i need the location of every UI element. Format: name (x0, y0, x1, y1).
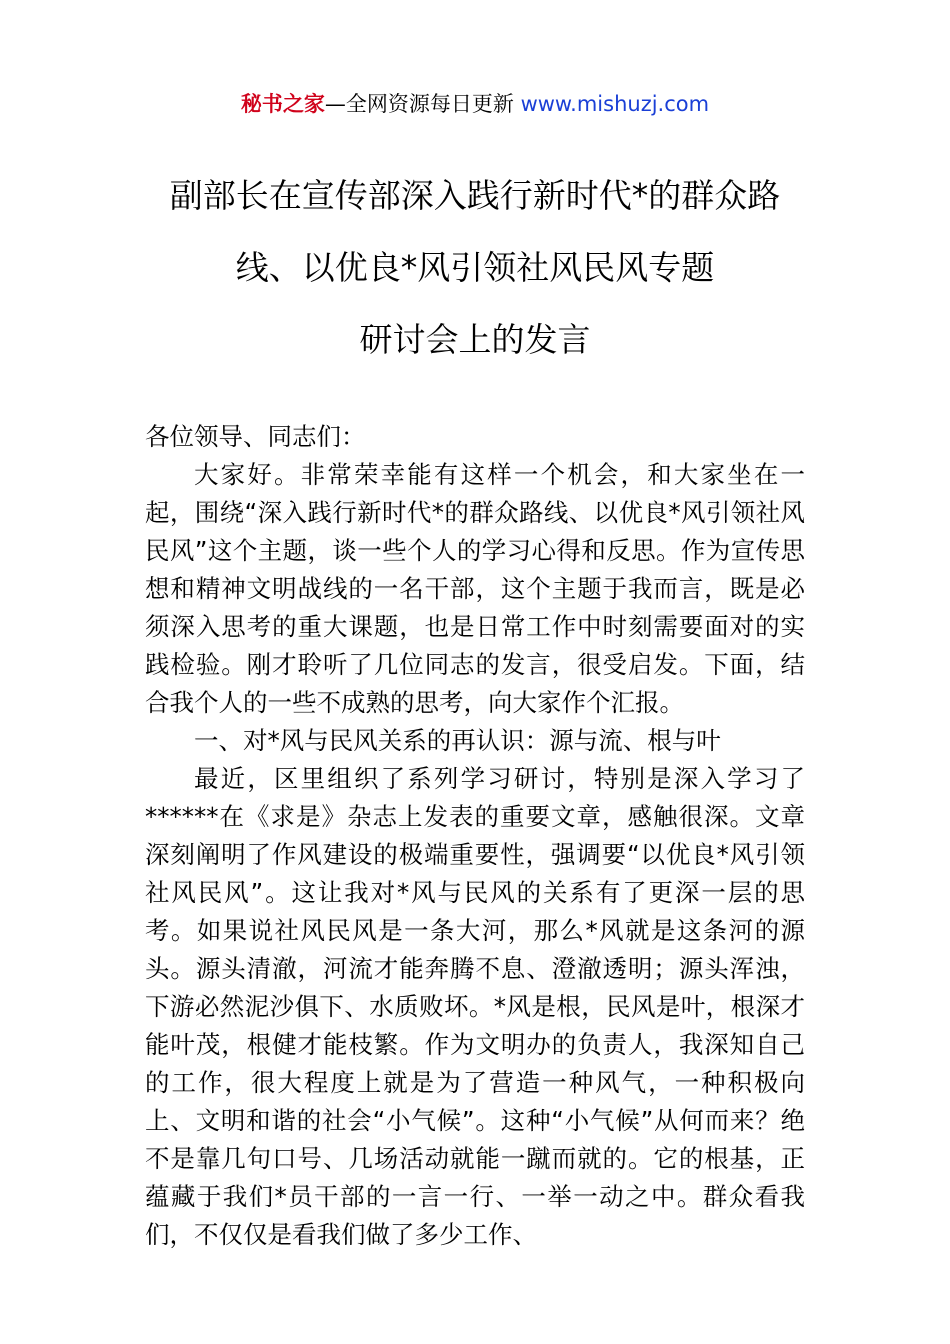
section-heading-1: 一、对*风与民风关系的再认识：源与流、根与叶 (194, 726, 721, 755)
section-1-paragraph: 最近，区里组织了系列学习研讨，特别是深入学习了******在《求是》杂志上发表的重要文章，感触很深。文章深刻阐明了作风建设的极端重要性，强调要“以优良*风引领社风民风”。这让我对*风与民风的关系有了更深一层的思考。如果说社风民风是一条大河，那么*风就是这条河的源头。源头清澈，河流才能奔腾不息、澄澈透明；源头浑浊，下游必然泥沙俱下、水质败坏。*风是根，民风是叶，根深才能叶茂，根健才能枝繁。作为文明办的负责人，我深知自己的工作，很大程度上就是为了营造一种风气，一种积极向上、文明和谐的社会“小气候”。这种“小气候”从何而来？绝不是靠几句口号、几场活动就能一蹴而就的。它的根基，正蕴藏于我们*员干部的一言一行、一举一动之中。群众看我们，不仅仅是看我们做了多少工作、 (145, 764, 805, 1249)
site-url-link[interactable]: www.mishuzj.com (520, 92, 710, 116)
title-line-3: 研讨会上的发言 (359, 320, 591, 359)
document-body (145, 418, 805, 1254)
header-tagline: —全网资源每日更新 (324, 92, 521, 116)
document-title (100, 160, 850, 376)
salutation: 各位领导、同志们： (145, 422, 366, 451)
title-line-1: 副部长在宣传部深入践行新时代*的群众路 (169, 176, 781, 215)
site-header (0, 88, 950, 120)
title-line-2: 线、以优良*风引领社风民风专题 (235, 248, 715, 287)
opening-paragraph: 大家好。非常荣幸能有这样一个机会，和大家坐在一起，围绕“深入践行新时代*的群众路线、以优良*风引领社风民风”这个主题，谈一些个人的学习心得和反思。作为宣传思想和精神文明战线的一名干部，这个主题于我而言，既是必须深入思考的重大课题，也是日常工作中时刻需要面对的实践检验。刚才聆听了几位同志的发言，很受启发。下面，结合我个人的一些不成熟的思考，向大家作个汇报。 (145, 460, 805, 717)
brand-name: 秘书之家 (240, 92, 325, 116)
